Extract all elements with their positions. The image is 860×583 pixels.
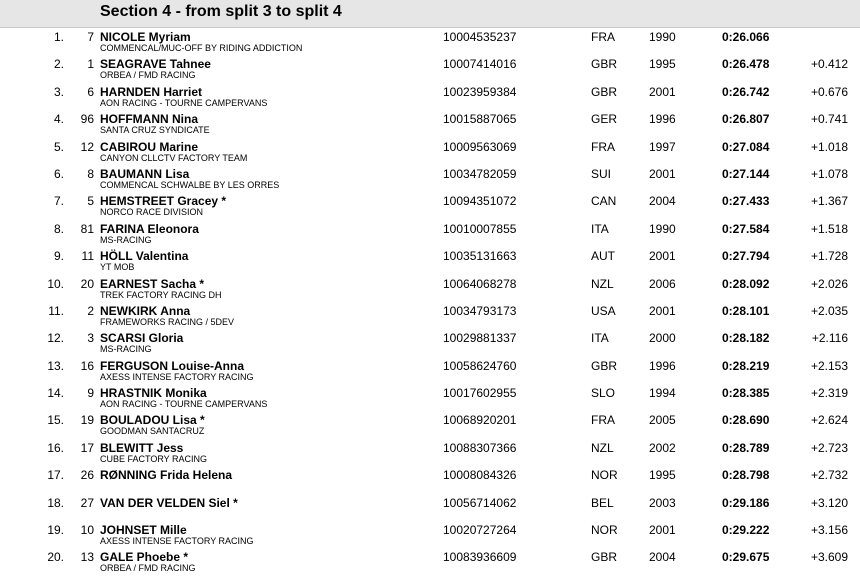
result-row: [0, 439, 860, 466]
team-name: TREK FACTORY RACING DH: [100, 289, 222, 300]
time-gap: +1.018: [810, 139, 848, 154]
rank-cell: 8.: [53, 221, 64, 236]
uci-id: 10010007855: [443, 221, 517, 236]
uci-id: 10058624760: [443, 358, 517, 373]
rider-name: SEAGRAVE Tahnee: [100, 57, 211, 72]
rank-cell: 3.: [53, 84, 64, 99]
section-title: Section 4 - from split 3 to split 4: [100, 3, 342, 20]
team-name: COMMENCAL SCHWALBE BY LES ORRES: [100, 179, 280, 190]
result-row: [0, 329, 860, 356]
rider-name: NEWKIRK Anna: [100, 303, 191, 318]
section-time: 0:26.478: [722, 57, 770, 72]
bib-number: 8: [87, 166, 94, 181]
result-row: [0, 521, 860, 548]
time-gap: +2.153: [810, 358, 848, 373]
result-row: [0, 192, 860, 219]
uci-id: 10023959384: [443, 84, 517, 99]
result-row: [0, 220, 860, 247]
birth-year: 2001: [649, 303, 676, 318]
birth-year: 2005: [649, 413, 676, 428]
time-gap: +3.120: [810, 495, 848, 510]
birth-year: 2002: [649, 440, 676, 455]
bib-number: 27: [80, 495, 94, 510]
bib-number: 17: [80, 440, 94, 455]
bib-number: 81: [80, 221, 94, 236]
nationality: ITA: [591, 221, 609, 236]
rider-name: CABIROU Marine: [100, 139, 199, 154]
section-time: 0:27.433: [722, 194, 770, 209]
nationality: GBR: [591, 84, 618, 99]
result-row: [0, 384, 860, 411]
bib-number: 10: [80, 523, 94, 538]
section-time: 0:28.092: [722, 276, 770, 291]
team-name: AON RACING - TOURNE CAMPERVANS: [100, 97, 268, 108]
uci-id: 10034793173: [443, 303, 517, 318]
time-gap: +3.156: [810, 523, 848, 538]
section-time: 0:28.182: [722, 331, 770, 346]
bib-number: 11: [81, 249, 94, 264]
section-time: 0:27.144: [722, 166, 770, 181]
uci-id: 10017602955: [443, 386, 517, 401]
team-name: GOODMAN SANTACRUZ: [100, 426, 205, 437]
team-name: MS-RACING: [100, 344, 152, 355]
section-time: 0:28.789: [722, 440, 770, 455]
rider-name: RØNNING Frida Helena: [100, 468, 233, 483]
section-time: 0:29.675: [722, 550, 770, 565]
result-row: [0, 357, 860, 384]
team-name: ORBEA / FMD RACING: [100, 563, 196, 574]
result-row: [0, 494, 860, 521]
nationality: GBR: [591, 57, 618, 72]
birth-year: 1996: [649, 112, 676, 127]
rider-name: BLEWITT Jess: [100, 440, 184, 455]
bib-number: 2: [87, 303, 94, 318]
result-row: [0, 548, 860, 575]
team-name: MS-RACING: [100, 234, 152, 245]
nationality: NZL: [591, 440, 614, 455]
birth-year: 2001: [649, 84, 676, 99]
results-list: [0, 28, 860, 576]
time-gap: +2.624: [810, 413, 848, 428]
section-time: 0:28.385: [722, 386, 770, 401]
rank-cell: 1.: [53, 30, 64, 44]
team-name: CANYON CLLCTV FACTORY TEAM: [100, 152, 248, 163]
time-gap: +1.367: [810, 194, 848, 209]
rank-cell: 4.: [53, 112, 64, 127]
birth-year: 1990: [649, 30, 676, 44]
rider-name: BOULADOU Lisa *: [100, 413, 205, 428]
section-time: 0:27.584: [722, 221, 770, 236]
uci-id: 10004535237: [443, 30, 517, 44]
rider-name: HARNDEN Harriet: [100, 84, 203, 99]
nationality: NZL: [591, 276, 614, 291]
rider-name: HOFFMANN Nina: [100, 112, 198, 127]
result-row: [0, 83, 860, 110]
rank-cell: 16.: [47, 440, 64, 455]
time-gap: +1.518: [810, 221, 848, 236]
nationality: AUT: [591, 249, 615, 264]
rider-name: GALE Phoebe *: [100, 550, 189, 565]
section-time: 0:26.742: [722, 84, 770, 99]
rider-name: HEMSTREET Gracey *: [100, 194, 227, 209]
birth-year: 1995: [649, 468, 676, 483]
rank-cell: 9.: [53, 249, 64, 264]
bib-number: 26: [80, 468, 94, 483]
birth-year: 2000: [649, 331, 676, 346]
bib-number: 19: [80, 413, 94, 428]
time-gap: +2.116: [811, 331, 848, 346]
section-time: 0:27.084: [722, 139, 770, 154]
birth-year: 1990: [649, 221, 676, 236]
birth-year: 2006: [649, 276, 676, 291]
uci-id: 10007414016: [443, 57, 517, 72]
birth-year: 1995: [649, 57, 676, 72]
time-gap: +1.078: [810, 166, 848, 181]
time-gap: +1.728: [810, 249, 848, 264]
section-header: [0, 0, 860, 28]
rider-name: NICOLE Myriam: [100, 30, 191, 44]
time-gap: +0.412: [810, 57, 848, 72]
bib-number: 1: [87, 57, 94, 72]
birth-year: 2001: [649, 249, 676, 264]
nationality: NOR: [591, 523, 618, 538]
rank-cell: 7.: [53, 194, 64, 209]
uci-id: 10094351072: [443, 194, 517, 209]
time-gap: +2.732: [810, 468, 848, 483]
uci-id: 10056714062: [443, 495, 517, 510]
birth-year: 2003: [649, 495, 676, 510]
section-time: 0:29.186: [722, 495, 770, 510]
nationality: GBR: [591, 550, 618, 565]
rank-cell: 18.: [47, 495, 64, 510]
rider-name: SCARSI Gloria: [100, 331, 184, 346]
uci-id: 10009563069: [443, 139, 517, 154]
bib-number: 5: [87, 194, 94, 209]
birth-year: 2004: [649, 194, 676, 209]
result-row: [0, 28, 860, 55]
birth-year: 1996: [649, 358, 676, 373]
nationality: USA: [591, 303, 616, 318]
time-gap: +2.723: [810, 440, 848, 455]
bib-number: 7: [87, 30, 94, 44]
bib-number: 9: [87, 386, 94, 401]
nationality: FRA: [591, 139, 615, 154]
rank-cell: 14.: [47, 386, 64, 401]
team-name: NORCO RACE DIVISION: [100, 207, 204, 218]
uci-id: 10029881337: [443, 331, 517, 346]
section-time: 0:29.222: [722, 523, 770, 538]
section-time: 0:27.794: [722, 249, 770, 264]
time-gap: +0.741: [810, 112, 848, 127]
time-gap: +2.035: [810, 303, 848, 318]
time-gap: +2.026: [810, 276, 848, 291]
uci-id: 10035131663: [443, 249, 517, 264]
bib-number: 96: [80, 112, 94, 127]
birth-year: 1997: [649, 139, 676, 154]
result-row: [0, 138, 860, 165]
result-row: [0, 411, 860, 438]
birth-year: 2001: [649, 523, 676, 538]
bib-number: 16: [80, 358, 94, 373]
birth-year: 2004: [649, 550, 676, 565]
section-time: 0:28.101: [722, 303, 770, 318]
time-gap: +2.319: [810, 386, 848, 401]
rider-name: JOHNSET Mille: [100, 523, 187, 538]
result-row: [0, 165, 860, 192]
rank-cell: 17.: [47, 468, 64, 483]
birth-year: 1994: [649, 386, 676, 401]
team-name: FRAMEWORKS RACING / 5DEV: [100, 316, 235, 327]
team-name: AON RACING - TOURNE CAMPERVANS: [100, 399, 268, 410]
rank-cell: 2.: [53, 57, 64, 72]
team-name: AXESS INTENSE FACTORY RACING: [100, 371, 254, 382]
bib-number: 12: [80, 139, 94, 154]
rider-name: FARINA Eleonora: [100, 221, 199, 236]
time-gap: +0.676: [810, 84, 848, 99]
nationality: NOR: [591, 468, 618, 483]
nationality: GER: [591, 112, 618, 127]
rank-cell: 10.: [47, 276, 64, 291]
rank-cell: 5.: [53, 139, 64, 154]
section-time: 0:26.066: [722, 30, 770, 44]
nationality: SLO: [591, 386, 616, 401]
birth-year: 2001: [649, 166, 676, 181]
rank-cell: 15.: [47, 413, 64, 428]
bib-number: 20: [80, 276, 94, 291]
rider-name: FERGUSON Louise-Anna: [100, 358, 245, 373]
uci-id: 10020727264: [443, 523, 517, 538]
uci-id: 10008084326: [443, 468, 517, 483]
result-row: [0, 275, 860, 302]
uci-id: 10068920201: [443, 413, 517, 428]
rank-cell: 11.: [48, 303, 64, 318]
uci-id: 10064068278: [443, 276, 517, 291]
team-name: ORBEA / FMD RACING: [100, 70, 196, 81]
bib-number: 3: [87, 331, 94, 346]
rider-name: HÖLL Valentina: [100, 249, 189, 264]
team-name: COMMENCAL/MUC-OFF BY RIDING ADDICTION: [100, 43, 303, 53]
team-name: CUBE FACTORY RACING: [100, 453, 208, 464]
result-row: [0, 466, 860, 493]
rank-cell: 12.: [47, 331, 64, 346]
nationality: BEL: [591, 495, 614, 510]
rank-cell: 20.: [47, 550, 64, 565]
bib-number: 6: [87, 84, 94, 99]
uci-id: 10083936609: [443, 550, 517, 565]
result-row: [0, 55, 860, 82]
nationality: FRA: [591, 413, 615, 428]
result-row: [0, 110, 860, 137]
rank-cell: 19.: [47, 523, 64, 538]
rider-name: EARNEST Sacha *: [100, 276, 205, 291]
rider-name: BAUMANN Lisa: [100, 166, 190, 181]
nationality: SUI: [591, 166, 612, 181]
nationality: FRA: [591, 30, 615, 44]
section-time: 0:28.690: [722, 413, 770, 428]
team-name: AXESS INTENSE FACTORY RACING: [100, 536, 254, 547]
uci-id: 10034782059: [443, 166, 517, 181]
rider-name: VAN DER VELDEN Siel *: [100, 495, 238, 510]
section-time: 0:28.219: [722, 358, 770, 373]
uci-id: 10015887065: [443, 112, 517, 127]
bib-number: 13: [80, 550, 94, 565]
nationality: CAN: [591, 194, 617, 209]
rider-name: HRASTNIK Monika: [100, 386, 207, 401]
team-name: YT MOB: [100, 262, 135, 273]
rank-cell: 6.: [53, 166, 64, 181]
team-name: SANTA CRUZ SYNDICATE: [100, 125, 210, 136]
nationality: ITA: [591, 331, 609, 346]
uci-id: 10088307366: [443, 440, 517, 455]
result-row: [0, 247, 860, 274]
section-time: 0:28.798: [722, 468, 770, 483]
time-gap: +3.609: [810, 550, 848, 565]
result-row: [0, 302, 860, 329]
rank-cell: 13.: [47, 358, 64, 373]
nationality: GBR: [591, 358, 618, 373]
section-time: 0:26.807: [722, 112, 770, 127]
